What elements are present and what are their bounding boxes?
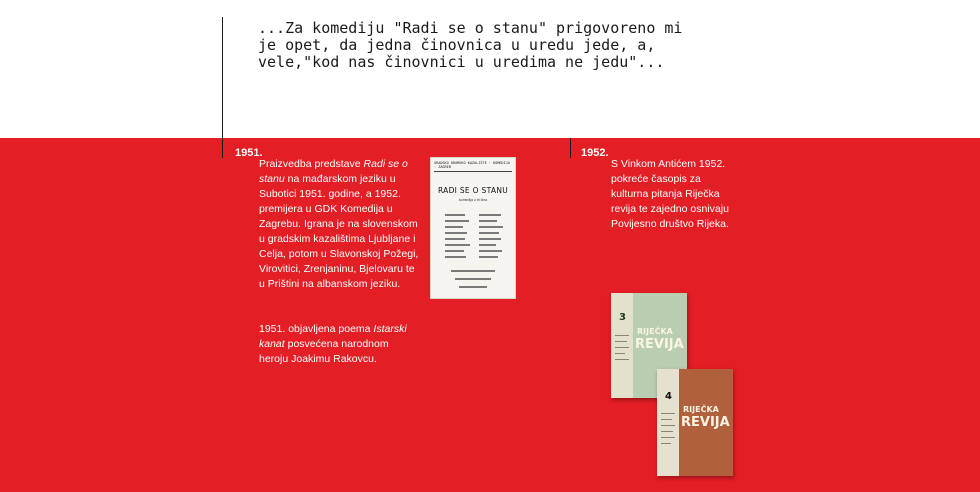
cover-text-line	[615, 353, 625, 354]
poster-cast-line	[479, 226, 503, 228]
cover-text-line	[661, 443, 671, 444]
poster-title: RADI SE O STANU	[437, 186, 509, 195]
poster-cast-line	[479, 214, 501, 216]
quote-line: je opet, da jedna činovnica u uredu jede, a,	[258, 36, 656, 54]
cover-text-line	[661, 419, 672, 420]
cover-text-line	[661, 431, 673, 432]
poster-cast-line	[445, 250, 464, 252]
play-title: Radi se o stanu	[259, 158, 408, 185]
text-1951-poem	[259, 322, 409, 367]
poster-cast-line	[445, 244, 470, 246]
magazine-cover-4	[657, 369, 733, 476]
cover-title-top: RIJEČKA	[637, 327, 673, 336]
poem-title: Istarski kanat	[259, 323, 407, 350]
cover-title-top: RIJEČKA	[683, 405, 719, 414]
cover-text-line	[661, 413, 675, 414]
poster-cast-line	[479, 250, 502, 252]
poster-cast-line	[479, 256, 498, 258]
text-segment: posvećena narodnom heroju Joakimu Rakovcu.	[259, 338, 389, 365]
poster-cast-line	[445, 256, 466, 258]
text-1951-premiere	[259, 157, 419, 292]
cover-text-line	[661, 425, 675, 426]
quote-block	[258, 20, 688, 71]
text-segment: Praizvedba predstave	[259, 158, 364, 170]
cover-spine-strip	[657, 369, 679, 476]
cover-text-line	[615, 359, 629, 360]
cover-text-line	[615, 347, 629, 348]
poster-cast-line	[479, 244, 496, 246]
cover-text-line	[615, 335, 629, 336]
poster-header: GRADSKO DRAMSKO KAZALIŠTE · KOMEDIJA · ZAGREB	[434, 161, 510, 169]
poster-subtitle: komedija u tri čina	[458, 198, 488, 202]
text-segment: na mađarskom jeziku u Subotici 1951. godine, a 1952. premijera u GDK Komedija u Zagrebu. Igrana je na slovenskom u gradskim kazalištima Ljubljane i Celja, potom u Slavonskoj Požegi, Virovitici, Zrenjaninu, Bjelovaru te u Prištini na albanskom jeziku.	[259, 173, 419, 290]
poster-cast-line	[445, 232, 467, 234]
poster-cast-line	[445, 214, 465, 216]
poster-footer-line	[459, 286, 487, 288]
poster-footer-line	[455, 278, 491, 280]
poster-cast-line	[479, 238, 501, 240]
cover-spine-strip	[611, 293, 633, 398]
poster-cast-line	[445, 220, 469, 222]
poster-cast-line	[479, 232, 499, 234]
timeline-divider-1952	[570, 138, 571, 158]
cover-issue-number: 4	[665, 391, 672, 402]
poster-footer-line	[451, 270, 495, 272]
poster-cast-line	[445, 238, 465, 240]
cover-text-line	[661, 437, 675, 438]
year-1952: 1952.	[581, 147, 609, 159]
year-1951: 1951.	[235, 147, 263, 159]
poster-cast-line	[479, 220, 497, 222]
timeline-divider-1951	[222, 17, 223, 158]
text-1952: S Vinkom Antićem 1952. pokreće časopis za kulturna pitanja Riječka revija te zajedno osnivaju Povijesno društvo Rijeka.	[611, 158, 729, 230]
theatre-poster-image	[430, 157, 516, 299]
poster-rule	[434, 171, 512, 172]
cover-issue-number: 3	[619, 312, 626, 323]
cover-text-line	[615, 341, 627, 342]
quote-line: ...Za komediju "Radi se o stanu" prigovoreno mi	[258, 19, 683, 37]
cover-title-bottom: REVIJA	[635, 337, 684, 352]
text-segment: 1951. objavljena poema	[259, 323, 374, 335]
poster-cast-line	[445, 226, 463, 228]
quote-line: vele,"kod nas činovnici u uredima ne jedu"...	[258, 53, 665, 71]
cover-title-bottom: REVIJA	[681, 415, 730, 430]
